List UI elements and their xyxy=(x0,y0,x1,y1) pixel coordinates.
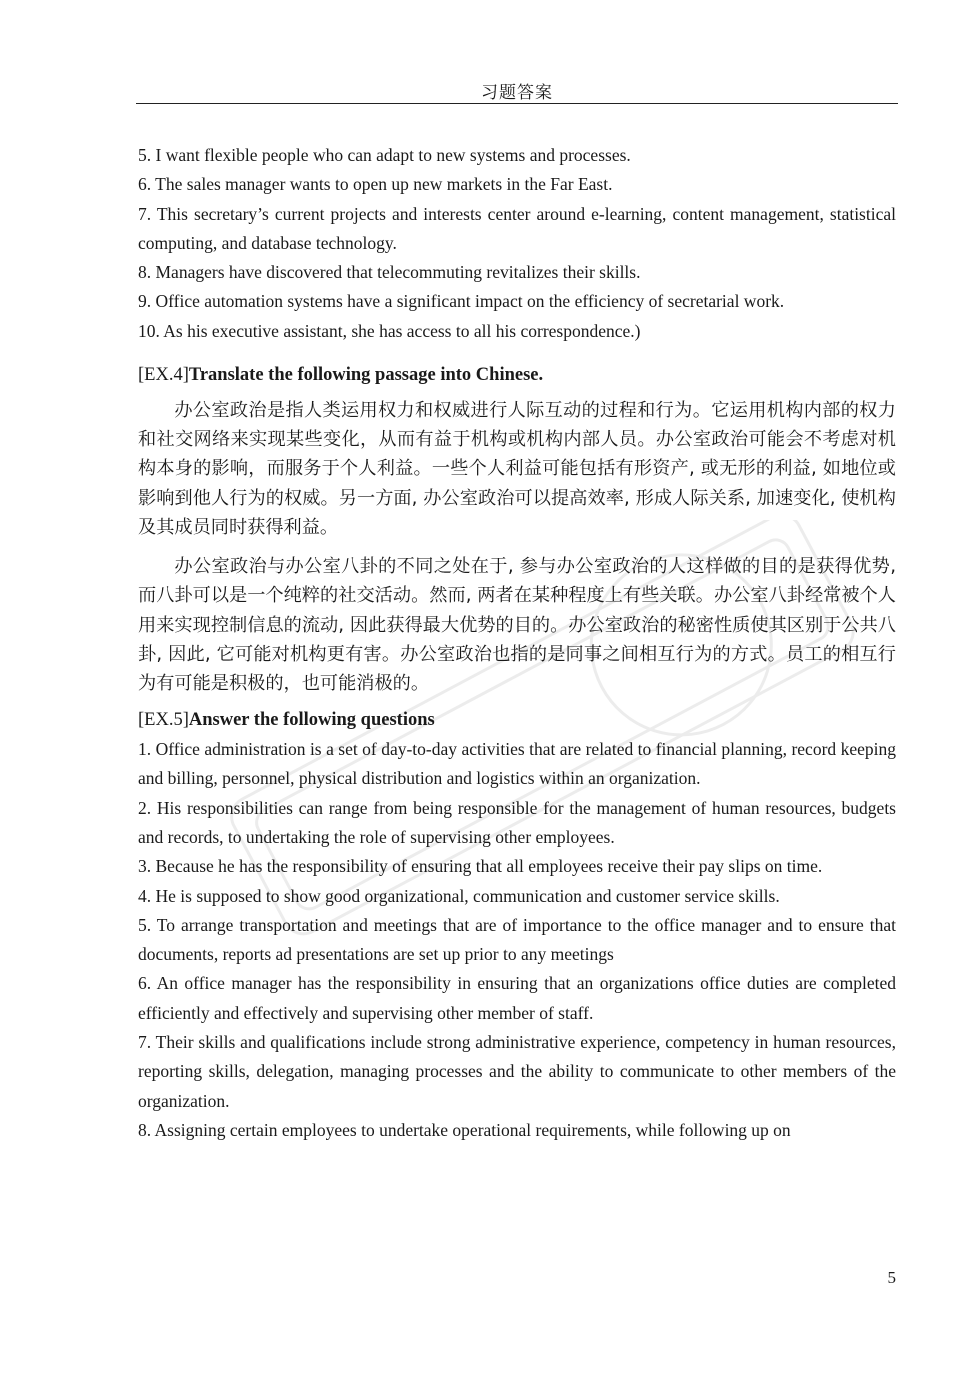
ex5-answer-5: 5. To arrange transportation and meetings that are of importance to the office manager and to ensure that documents, reports ad presentations are set up prior to any meetings xyxy=(138,914,896,965)
ex4-paragraph-1: 办公室政治是指人类运用权力和权威进行人际互动的过程和行为。它运用机构内部的权力和社交网络来实现某些变化，从而有益于机构或机构内部人员。办公室政治可能会不考虑对机构本身的影响，而服务于个人利益。一些个人利益可能包括有形资产, 或无形的利益, 如地位或影响到他人行为的权威。另一方面, 办公室政治可以提高效率, 形成人际关系, 加速变化, 使机构及其成员同时获得利益。 xyxy=(138,400,896,538)
ex3-item-6: 6. The sales manager wants to open up new markets in the Far East. xyxy=(138,174,613,195)
ex4-label: [EX.4] xyxy=(138,365,189,386)
ex3-item-10: 10. As his executive assistant, she has access to all his correspondence.) xyxy=(138,320,641,341)
ex4-heading xyxy=(138,361,896,390)
ex5-answer-7: 7. Their skills and qualifications include strong administrative experience, competency in human resources, reporting skills, delegation, managing processes and the ability to communicate to other members of the organization. xyxy=(138,1032,896,1111)
ex4-title: Translate the following passage into Chinese. xyxy=(188,365,544,386)
ex5-title: Answer the following questions xyxy=(188,710,435,731)
running-header: 习题答案 xyxy=(481,83,553,102)
header-rule xyxy=(136,103,898,104)
ex5-answer-6: 6. An office manager has the responsibility in ensuring that an organizations office duties are completed efficiently and effectively and supervising other member of staff. xyxy=(138,973,896,1023)
ex3-item-8: 8. Managers have discovered that telecommuting revitalizes their skills. xyxy=(138,262,641,283)
ex3-answer-list xyxy=(138,141,896,346)
ex4-paragraph-2: 办公室政治与办公室八卦的不同之处在于, 参与办公室政治的人这样做的目的是获得优势, 而八卦可以是一个纯粹的社交活动。然而, 两者在某种程度上有些关联。办公室八卦经常被个人用来实现控制信息的流动, 因此获得最大优势的目的。办公室政治的秘密性质使其区别于公共八卦, 因此, 它可能对机构更有害。办公室政治也指的是同事之间相互行为的方式。员工的相互行为有可能是积极的，也可能消极的。 xyxy=(138,556,896,694)
ex5-heading xyxy=(138,706,896,735)
ex3-item-9: 9. Office automation systems have a significant impact on the efficiency of secretarial work. xyxy=(138,291,785,312)
page-content xyxy=(138,141,896,1145)
ex5-answer-2: 2. His responsibilities can range from being responsible for the management of human resources, budgets and records, to undertaking the role of supervising other employees. xyxy=(138,797,896,847)
ex5-label: [EX.5] xyxy=(138,710,189,731)
page-number: 5 xyxy=(887,1268,896,1287)
ex3-item-5: 5. I want flexible people who can adapt to new systems and processes. xyxy=(138,145,631,165)
ex5-answer-1: 1. Office administration is a set of day-to-day activities that are related to financial planning, record keeping and billing, personnel, physical distribution and logistics within an organization. xyxy=(138,739,896,789)
ex5-answer-8: 8. Assigning certain employees to undertake operational requirements, while following up on xyxy=(138,1119,791,1140)
ex5-answer-4: 4. He is supposed to show good organizational, communication and customer service skills. xyxy=(138,885,780,906)
ex5-answer-list xyxy=(138,735,896,1145)
ex3-item-7: 7. This secretary’s current projects and interests center around e-learning, content management, statistical computing, and database technology. xyxy=(138,203,896,253)
ex5-answer-3: 3. Because he has the responsibility of ensuring that all employees receive their pay slips on time. xyxy=(138,856,823,877)
